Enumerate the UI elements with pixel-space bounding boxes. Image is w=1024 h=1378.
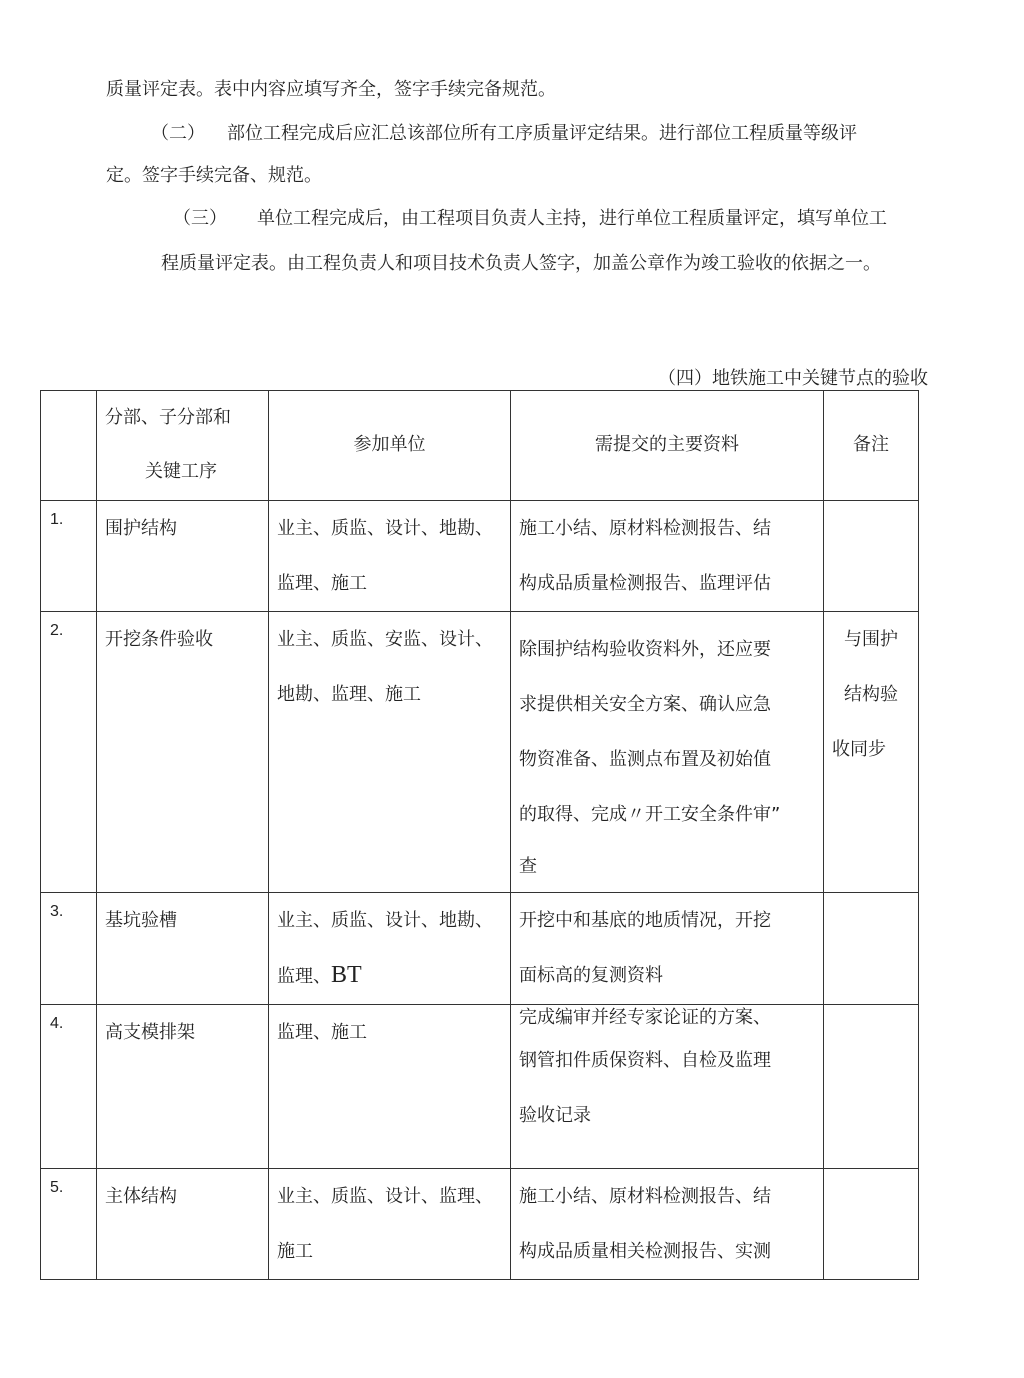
- row-units: [269, 1169, 511, 1280]
- docs-line: 完成编审并经专家论证的方案、: [519, 1007, 771, 1028]
- row-number: 1.: [41, 501, 97, 612]
- row-docs: [511, 893, 824, 1005]
- header-units-label: 参加单位: [353, 434, 426, 455]
- paragraph-3-line-2: 程质量评定表。由工程负责人和项目技术负责人签字，加盖公章作为竣工验收的依据之一。: [161, 253, 881, 274]
- row-units: [269, 501, 511, 612]
- docs-line: 构成品质量相关检测报告、实测: [519, 1241, 771, 1262]
- row-number: 3.: [41, 893, 97, 1005]
- row-item: [97, 893, 269, 1005]
- header-units: [269, 391, 511, 501]
- docs-line: 构成品质量检测报告、监理评估: [519, 573, 771, 594]
- units-line: 业主、质监、设计、地勘、: [277, 518, 493, 539]
- row-units: [269, 1005, 511, 1169]
- row-note: [824, 612, 919, 893]
- row-number: 5.: [41, 1169, 97, 1280]
- acceptance-table: [40, 390, 919, 1280]
- table-row: [41, 612, 919, 893]
- paragraph-3-text: 单位工程完成后，由工程项目负责人主持，进行单位工程质量评定，填写单位工: [257, 208, 887, 229]
- paragraph-2-line-2: 定。签字手续完备、规范。: [106, 165, 322, 186]
- row-units: [269, 893, 511, 1005]
- docs-line: 查: [519, 856, 537, 877]
- docs-line: 钢管扣件质保资料、自检及监理: [519, 1050, 771, 1071]
- units-line: 业主、质监、设计、地勘、: [277, 910, 493, 931]
- row-item: [97, 612, 269, 893]
- header-num: [41, 391, 97, 501]
- docs-line: 验收记录: [519, 1105, 591, 1126]
- paragraph-3-label: （三）: [173, 208, 227, 229]
- paragraph-2-text: 部位工程完成后应汇总该部位所有工序质量评定结果。进行部位工程质量等级评: [227, 123, 857, 144]
- docs-line: 施工小结、原材料检测报告、结: [519, 1186, 771, 1207]
- paragraph-2-line-1: [151, 121, 857, 147]
- row-item-text: 基坑验槽: [105, 910, 177, 931]
- docs-line: 求提供相关安全方案、确认应急: [519, 694, 771, 715]
- row-item: [97, 501, 269, 612]
- row-docs: [511, 612, 824, 893]
- note-line: 与围护: [844, 629, 898, 650]
- header-item-line-1: 分部、子分部和: [105, 407, 231, 428]
- header-item: [97, 391, 269, 501]
- note-line: 结构验: [844, 684, 898, 705]
- header-note: [824, 391, 919, 501]
- table-row: [41, 501, 919, 612]
- paragraph-1: 质量评定表。表中内容应填写齐全，签字手续完备规范。: [106, 79, 556, 100]
- header-item-line-2: 关键工序: [145, 461, 217, 482]
- table-row: [41, 1169, 919, 1280]
- docs-line: 物资准备、监测点布置及初始值: [519, 749, 771, 770]
- docs-line: 面标高的复测资料: [519, 965, 663, 986]
- row-note: [824, 1169, 919, 1280]
- header-docs-label: 需提交的主要资料: [595, 434, 739, 455]
- section-title: （四）地铁施工中关键节点的验收: [658, 368, 928, 389]
- table-row: [41, 1005, 919, 1169]
- docs-line: 施工小结、原材料检测报告、结: [519, 518, 771, 539]
- row-item-text: 主体结构: [105, 1186, 177, 1207]
- row-note: [824, 501, 919, 612]
- table-row: [41, 893, 919, 1005]
- row-docs: [511, 1005, 824, 1169]
- units-line: 业主、质监、安监、设计、: [277, 629, 493, 650]
- docs-line: 开挖中和基底的地质情况，开挖: [519, 910, 771, 931]
- units-line: 施工: [277, 1241, 313, 1262]
- row-item: [97, 1169, 269, 1280]
- table-header-row: [41, 391, 919, 501]
- row-docs: [511, 1169, 824, 1280]
- units-line: 业主、质监、设计、监理、: [277, 1186, 493, 1207]
- units-line: [269, 948, 510, 1004]
- paragraph-2-label: （二）: [151, 123, 205, 144]
- units-line: 监理、施工: [277, 573, 367, 594]
- row-number: 4.: [41, 1005, 97, 1169]
- row-docs: [511, 501, 824, 612]
- row-note: [824, 1005, 919, 1169]
- row-units: [269, 612, 511, 893]
- header-note-label: 备注: [853, 434, 889, 455]
- units-bt: BT: [331, 962, 362, 988]
- header-docs: [511, 391, 824, 501]
- row-note: [824, 893, 919, 1005]
- row-item-text: 开挖条件验收: [105, 629, 213, 650]
- docs-line: 除围护结构验收资料外，还应要: [519, 639, 771, 660]
- units-line: 地勘、监理、施工: [277, 684, 421, 705]
- paragraph-3-line-1: [173, 206, 887, 232]
- row-number: 2.: [41, 612, 97, 893]
- row-item-text: 高支模排架: [105, 1022, 195, 1043]
- units-line: 监理、施工: [277, 1022, 367, 1043]
- row-item: [97, 1005, 269, 1169]
- note-line: 收同步: [832, 739, 886, 760]
- docs-line: 的取得、完成〃开工安全条件审”: [519, 804, 781, 825]
- units-prefix: 监理、: [277, 966, 331, 987]
- row-item-text: 围护结构: [105, 518, 177, 539]
